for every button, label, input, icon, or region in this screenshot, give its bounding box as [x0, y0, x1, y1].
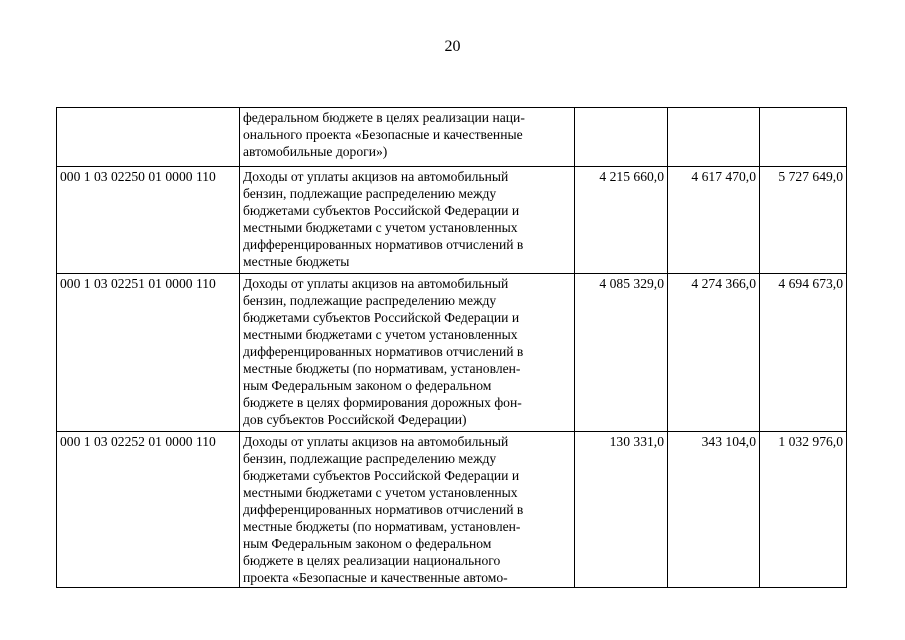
- description-line: федеральном бюджете в целях реализации наци-: [243, 110, 525, 125]
- table-row: [57, 108, 847, 167]
- value-cell-year-3: 1 032 976,0: [760, 432, 847, 588]
- description-line: бензин, подлежащие распределению между: [243, 186, 497, 201]
- description-line: бюджетами субъектов Российской Федерации и: [243, 310, 520, 325]
- description-line: местные бюджеты: [243, 254, 350, 269]
- value-cell-year-1: 4 085 329,0: [575, 274, 668, 432]
- budget-code-cell: 000 1 03 02252 01 0000 110: [57, 432, 240, 588]
- description-line: дифференцированных нормативов отчислений в: [243, 344, 524, 359]
- value-cell-year-2: 4 274 366,0: [668, 274, 760, 432]
- description-line: местными бюджетами с учетом установленных: [243, 485, 518, 500]
- description-line: онального проекта «Безопасные и качественные: [243, 127, 523, 142]
- description-line: Доходы от уплаты акцизов на автомобильный: [243, 169, 509, 184]
- value-cell-year-3: 5 727 649,0: [760, 167, 847, 274]
- description-line: бензин, подлежащие распределению между: [243, 451, 497, 466]
- description-cell: [240, 274, 575, 432]
- budget-code-cell: 000 1 03 02251 01 0000 110: [57, 274, 240, 432]
- description-line: местные бюджеты (по нормативам, установлен-: [243, 519, 521, 534]
- value-cell-year-2: 343 104,0: [668, 432, 760, 588]
- page-number: 20: [444, 38, 461, 55]
- description-cell: [240, 108, 575, 167]
- description-line: бюджете в целях формирования дорожных фон-: [243, 395, 522, 410]
- description-line: автомобильные дороги»): [243, 144, 388, 159]
- description-line: ным Федеральным законом о федеральном: [243, 536, 492, 551]
- description-line: проекта «Безопасные и качественные автомо-: [243, 570, 508, 585]
- budget-code-cell: [57, 108, 240, 167]
- description-line: местными бюджетами с учетом установленных: [243, 327, 518, 342]
- description-line: ным Федеральным законом о федеральном: [243, 378, 492, 393]
- description-cell: [240, 167, 575, 274]
- description-line: Доходы от уплаты акцизов на автомобильный: [243, 276, 509, 291]
- description-line: дов субъектов Российской Федерации): [243, 412, 467, 427]
- description-line: бюджетами субъектов Российской Федерации и: [243, 468, 520, 483]
- budget-code-cell: 000 1 03 02250 01 0000 110: [57, 167, 240, 274]
- description-line: бюджетами субъектов Российской Федерации и: [243, 203, 520, 218]
- description-line: дифференцированных нормативов отчислений в: [243, 237, 524, 252]
- table-row: [57, 432, 847, 588]
- table-row: [57, 167, 847, 274]
- value-cell-year-1: 4 215 660,0: [575, 167, 668, 274]
- value-cell-year-3: 4 694 673,0: [760, 274, 847, 432]
- budget-table: [56, 107, 847, 588]
- table-row: [57, 274, 847, 432]
- value-cell-year-1: [575, 108, 668, 167]
- description-line: местными бюджетами с учетом установленных: [243, 220, 518, 235]
- description-cell: [240, 432, 575, 588]
- value-cell-year-2: [668, 108, 760, 167]
- description-line: дифференцированных нормативов отчислений в: [243, 502, 524, 517]
- value-cell-year-3: [760, 108, 847, 167]
- description-line: местные бюджеты (по нормативам, установлен-: [243, 361, 521, 376]
- value-cell-year-1: 130 331,0: [575, 432, 668, 588]
- description-line: бюджете в целях реализации национального: [243, 553, 501, 568]
- value-cell-year-2: 4 617 470,0: [668, 167, 760, 274]
- description-line: Доходы от уплаты акцизов на автомобильный: [243, 434, 509, 449]
- description-line: бензин, подлежащие распределению между: [243, 293, 497, 308]
